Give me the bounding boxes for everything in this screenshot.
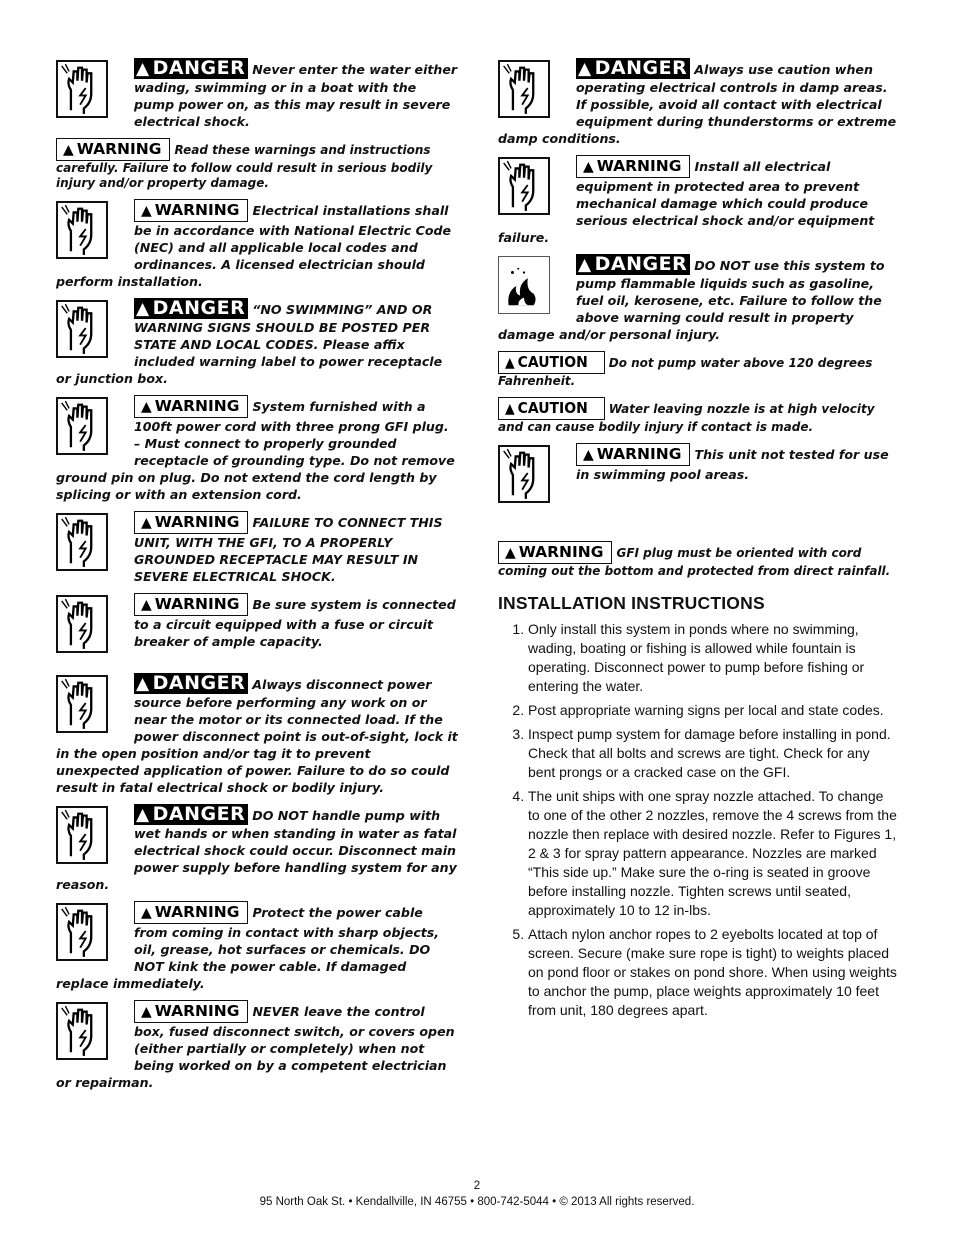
- safety-notice: [498, 254, 898, 343]
- electric-shock-hand-icon: [56, 300, 108, 358]
- danger-sign: ▲ DANGER: [576, 58, 690, 79]
- safety-notice: [56, 1000, 458, 1091]
- electric-shock-hand-icon: [56, 595, 108, 653]
- notice-text: This unit not tested for use in swimming pool areas.: [576, 447, 889, 482]
- warning-sign: ▲ WARNING: [576, 155, 690, 178]
- electric-shock-hand-icon: [498, 60, 550, 118]
- notice-text: Do not pump water above 120 degrees Fahrenheit.: [498, 356, 873, 388]
- list-item: 4. The unit ships with one spray nozzle attached. To change to one of the other 2 nozzles, remove the 4 screws from the nozzle then replace with desired nozzle. Refer to Figures 1, 2 & 3 for spray pattern appearance. Nozzles are marked “This side up.” Make sure the o-ring is seated in groove before installing nozzle. Tighten screws until seated, approximately 10 to 12 in-lbs.: [528, 787, 898, 920]
- electric-shock-hand-icon: [56, 513, 108, 571]
- notice-text: Water leaving nozzle is at high velocity and can cause bodily injury if contact is made.: [498, 402, 875, 434]
- warning-sign: ▲ WARNING: [134, 1000, 248, 1023]
- warning-sign: ▲ WARNING: [134, 395, 248, 418]
- electric-shock-hand-icon: [56, 60, 108, 118]
- warning-sign: ▲ WARNING: [56, 138, 170, 161]
- list-item: 5. Attach nylon anchor ropes to 2 eyebolts located at top of screen. Secure (make sure rope is tight) to weights placed on pond floor or stakes on pond shore. When using weights to anchor the pump, place weights approximately 10 feet from unit, 180 degrees apart.: [528, 925, 898, 1020]
- right-column: [498, 58, 898, 1025]
- notice-text: Never enter the water either wading, swimming or in a boat with the pump power on, as this may result in severe electrical shock.: [134, 62, 458, 129]
- left-column: [56, 58, 458, 1099]
- safety-notice: [56, 395, 458, 503]
- warning-sign: ▲ WARNING: [134, 593, 248, 616]
- safety-notice: [498, 397, 898, 435]
- safety-notice: [56, 199, 458, 290]
- danger-sign: ▲ DANGER: [134, 298, 248, 319]
- notice-text: Install all electrical equipment in protected area to prevent mechanical damage which could produce serious electrical shock and/or equipment failure.: [498, 159, 875, 245]
- notice-text: Protect the power cable from coming in contact with sharp objects, oil, grease, hot surfaces or chemicals. DO NOT kink the power cable. If damaged replace immediately.: [56, 905, 440, 991]
- safety-notice: [498, 443, 898, 505]
- installation-heading: INSTALLATION INSTRUCTIONS: [498, 593, 765, 613]
- list-item: 3. Inspect pump system for damage before installing in pond. Check that all bolts and screws are tight. Check for any bent prongs or a cracked case on the GFI.: [528, 725, 898, 782]
- notice-text: Electrical installations shall be in accordance with National Electric Code (NEC) and all applicable local codes and ordinances. A licensed electrician should perform installation.: [56, 203, 452, 289]
- notice-text: GFI plug must be oriented with cord coming out the bottom and protected from direct rainfall.: [498, 546, 891, 578]
- safety-notice: [498, 58, 898, 147]
- notice-text: DO NOT handle pump with wet hands or when standing in water as fatal electrical shock could occur. Disconnect main power supply before handling system for any reason.: [56, 808, 457, 892]
- list-item: 1. Only install this system in ponds where no swimming, wading, boating or fishing is allowed while fountain is operating. Disconnect power to pump before fishing or entering the water.: [528, 620, 898, 696]
- electric-shock-hand-icon: [56, 397, 108, 455]
- page-number: 2: [473, 1180, 481, 1192]
- notice-text: FAILURE TO CONNECT THIS UNIT, WITH THE GFI, TO A PROPERLY GROUNDED RECEPTACLE MAY RESULT IN SEVERE ELECTRICAL SHOCK.: [134, 515, 443, 584]
- safety-notice: [56, 298, 458, 387]
- safety-notice: [498, 155, 898, 246]
- safety-notice: [56, 511, 458, 585]
- danger-sign: ▲ DANGER: [576, 254, 690, 275]
- safety-notice: [498, 351, 898, 389]
- caution-sign: ▲ CAUTION: [498, 351, 605, 374]
- danger-sign: ▲ DANGER: [134, 58, 248, 79]
- footer-address: 95 North Oak St. • Kendallville, IN 46755 • 800-742-5044 • © 2013 All rights reserved.: [259, 1196, 695, 1208]
- electric-shock-hand-icon: [56, 903, 108, 961]
- electric-shock-hand-icon: [56, 1002, 108, 1060]
- warning-sign: ▲ WARNING: [134, 511, 248, 534]
- warning-sign: ▲ WARNING: [134, 901, 248, 924]
- fire-hazard-icon: [498, 256, 550, 314]
- caution-sign: ▲ CAUTION: [498, 397, 605, 420]
- list-item: 2. Post appropriate warning signs per local and state codes.: [528, 701, 898, 720]
- warning-sign: ▲ WARNING: [134, 199, 248, 222]
- safety-notice: [56, 673, 458, 796]
- notice-text: System furnished with a 100ft power cord with three prong GFI plug. – Must connect to properly grounded receptacle of grounding type. Do not remove ground pin on plug. Do not extend the cord length by splicing or with an extension cord.: [56, 399, 455, 502]
- safety-notice: [56, 901, 458, 992]
- electric-shock-hand-icon: [498, 445, 550, 503]
- notice-text: Always disconnect power source before performing any work on or near the motor or its connected load. If the power disconnect point is out-of-sight, lock it in the open position and/or tag it to prevent unexpected application of power. Failure to do so could result in fatal electrical shock or bodily injury.: [56, 677, 458, 795]
- safety-notice: [56, 804, 458, 893]
- notice-text: Always use caution when operating electrical controls in damp areas. If possible, avoid all contact with electrical equipment during thunderstorms or extreme damp conditions.: [498, 62, 897, 146]
- electric-shock-hand-icon: [56, 806, 108, 864]
- notice-text: DO NOT use this system to pump flammable liquids such as gasoline, fuel oil, kerosene, etc. Failure to follow the above warning could result in property damage and/or personal injury.: [498, 258, 885, 342]
- safety-notice: [56, 138, 458, 191]
- installation-steps: [498, 620, 898, 1020]
- notice-text: Read these warnings and instructions carefully. Failure to follow could result in serious bodily injury and/or property damage.: [56, 143, 433, 190]
- notice-text: “NO SWIMMING” AND OR WARNING SIGNS SHOULD BE POSTED PER STATE AND LOCAL CODES. Please affix included warning label to power receptacle or junction box.: [56, 302, 443, 386]
- safety-notice: [56, 58, 458, 130]
- electric-shock-hand-icon: [56, 675, 108, 733]
- electric-shock-hand-icon: [498, 157, 550, 215]
- safety-notice: [56, 593, 458, 655]
- safety-notice: [498, 541, 898, 579]
- danger-sign: ▲ DANGER: [134, 804, 248, 825]
- warning-sign: ▲ WARNING: [576, 443, 690, 466]
- electric-shock-hand-icon: [56, 201, 108, 259]
- notice-text: Be sure system is connected to a circuit equipped with a fuse or circuit breaker of ample capacity.: [134, 597, 456, 649]
- warning-sign: ▲ WARNING: [498, 541, 612, 564]
- danger-sign: ▲ DANGER: [134, 673, 248, 694]
- notice-text: NEVER leave the control box, fused disconnect switch, or covers open (either partially or completely) when not being worked on by a competent electrician or repairman.: [56, 1004, 455, 1090]
